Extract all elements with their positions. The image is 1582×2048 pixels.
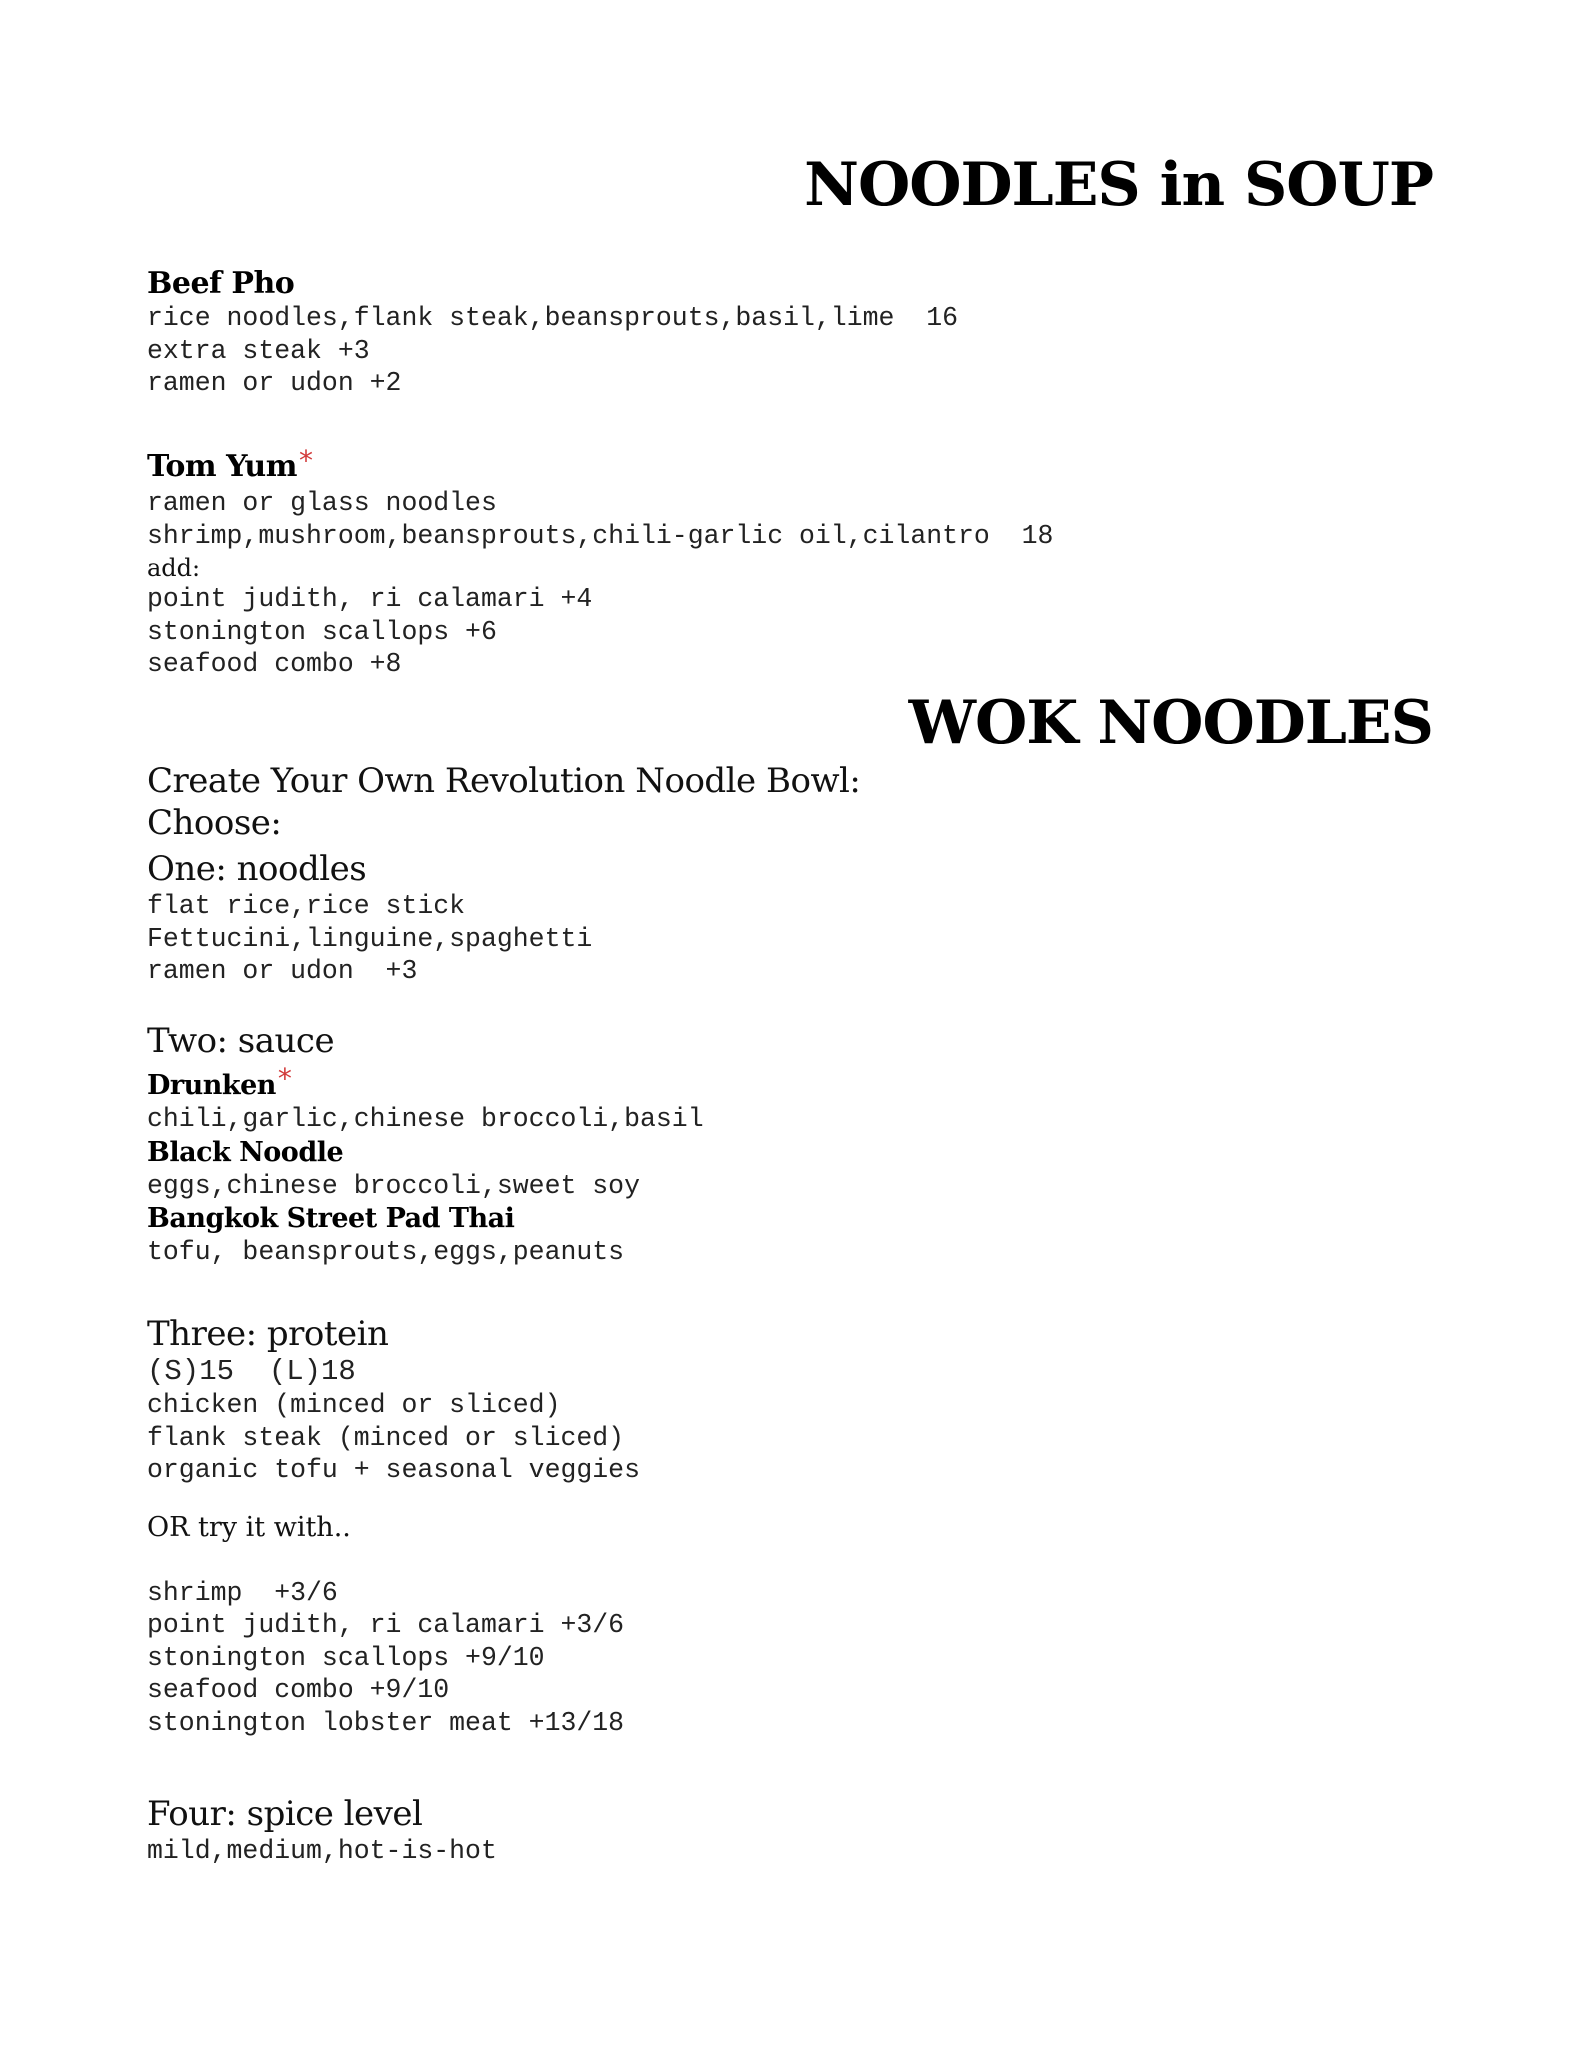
menu-item-tom-yum (147, 443, 1447, 681)
step-two-sauce (147, 1020, 1447, 1269)
spicy-star-icon: * (298, 444, 313, 477)
sauce-name: Bangkok Street Pad Thai (147, 1203, 515, 1234)
dish-option: extra steak +3 (147, 335, 370, 366)
sauce-name-text: Drunken (147, 1070, 276, 1101)
size-prices: (S)15 (L)18 (147, 1355, 356, 1388)
dish-name (147, 443, 1447, 485)
step-heading: One: noodles (147, 849, 367, 889)
section-title-noodles-in-soup: NOODLES in SOUP (804, 150, 1433, 220)
menu-item-beef-pho (147, 266, 1447, 400)
upgrade-option: shrimp +3/6 (147, 1577, 338, 1608)
or-try-label: OR try it with.. (147, 1511, 351, 1543)
dish-description: rice noodles,flank steak,beansprouts,basil,lime 16 (147, 303, 959, 333)
choose-label: Choose: (147, 803, 282, 843)
section-title-wok-noodles: WOK NOODLES (908, 688, 1433, 758)
upgrade-option: stonington lobster meat +13/18 (147, 1707, 625, 1738)
upgrade-option: point judith, ri calamari +3/6 (147, 1610, 625, 1640)
step-option: ramen or udon +3 (147, 956, 418, 986)
step-heading: Three: protein (147, 1314, 389, 1354)
step-option: Fettucini,linguine,spaghetti (147, 923, 593, 954)
protein-option: chicken (minced or sliced) (147, 1390, 561, 1420)
dish-option: ramen or udon +2 (147, 368, 402, 398)
spice-option: mild,medium,hot-is-hot (147, 1836, 497, 1866)
add-option: stonington scallops +6 (147, 616, 497, 647)
sauce-name: Black Noodle (147, 1136, 344, 1168)
step-option: flat rice,rice stick (147, 891, 466, 921)
sauce-name (147, 1062, 1447, 1103)
intro-heading: Create Your Own Revolution Noodle Bowl: (147, 761, 861, 801)
dish-description: ramen or glass noodles (147, 488, 497, 518)
step-one-noodles (147, 848, 1447, 988)
upgrade-option: seafood combo +9/10 (147, 1675, 450, 1705)
step-four-spice (147, 1793, 1447, 1868)
add-label: add: (147, 554, 201, 582)
step-heading: Four: spice level (147, 1794, 423, 1834)
dish-description: shrimp,mushroom,beansprouts,chili-garlic oil,cilantro 18 (147, 520, 1054, 551)
protein-option: flank steak (minced or sliced) (147, 1422, 625, 1453)
protein-option: organic tofu + seasonal veggies (147, 1455, 640, 1485)
step-three-protein (147, 1313, 1447, 1739)
sauce-description: eggs,chinese broccoli,sweet soy (147, 1170, 640, 1201)
dish-name: Beef Pho (147, 266, 295, 301)
sauce-description: chili,garlic,chinese broccoli,basil (147, 1104, 704, 1134)
add-option: point judith, ri calamari +4 (147, 584, 593, 614)
wok-intro (147, 760, 1447, 844)
spicy-star-icon: * (277, 1062, 292, 1095)
spacer (147, 1543, 1447, 1577)
step-heading: Two: sauce (147, 1021, 335, 1061)
upgrade-option: stonington scallops +9/10 (147, 1642, 545, 1673)
dish-name-text: Tom Yum (147, 449, 297, 484)
add-option: seafood combo +8 (147, 649, 402, 679)
sauce-description: tofu, beansprouts,eggs,peanuts (147, 1237, 625, 1267)
